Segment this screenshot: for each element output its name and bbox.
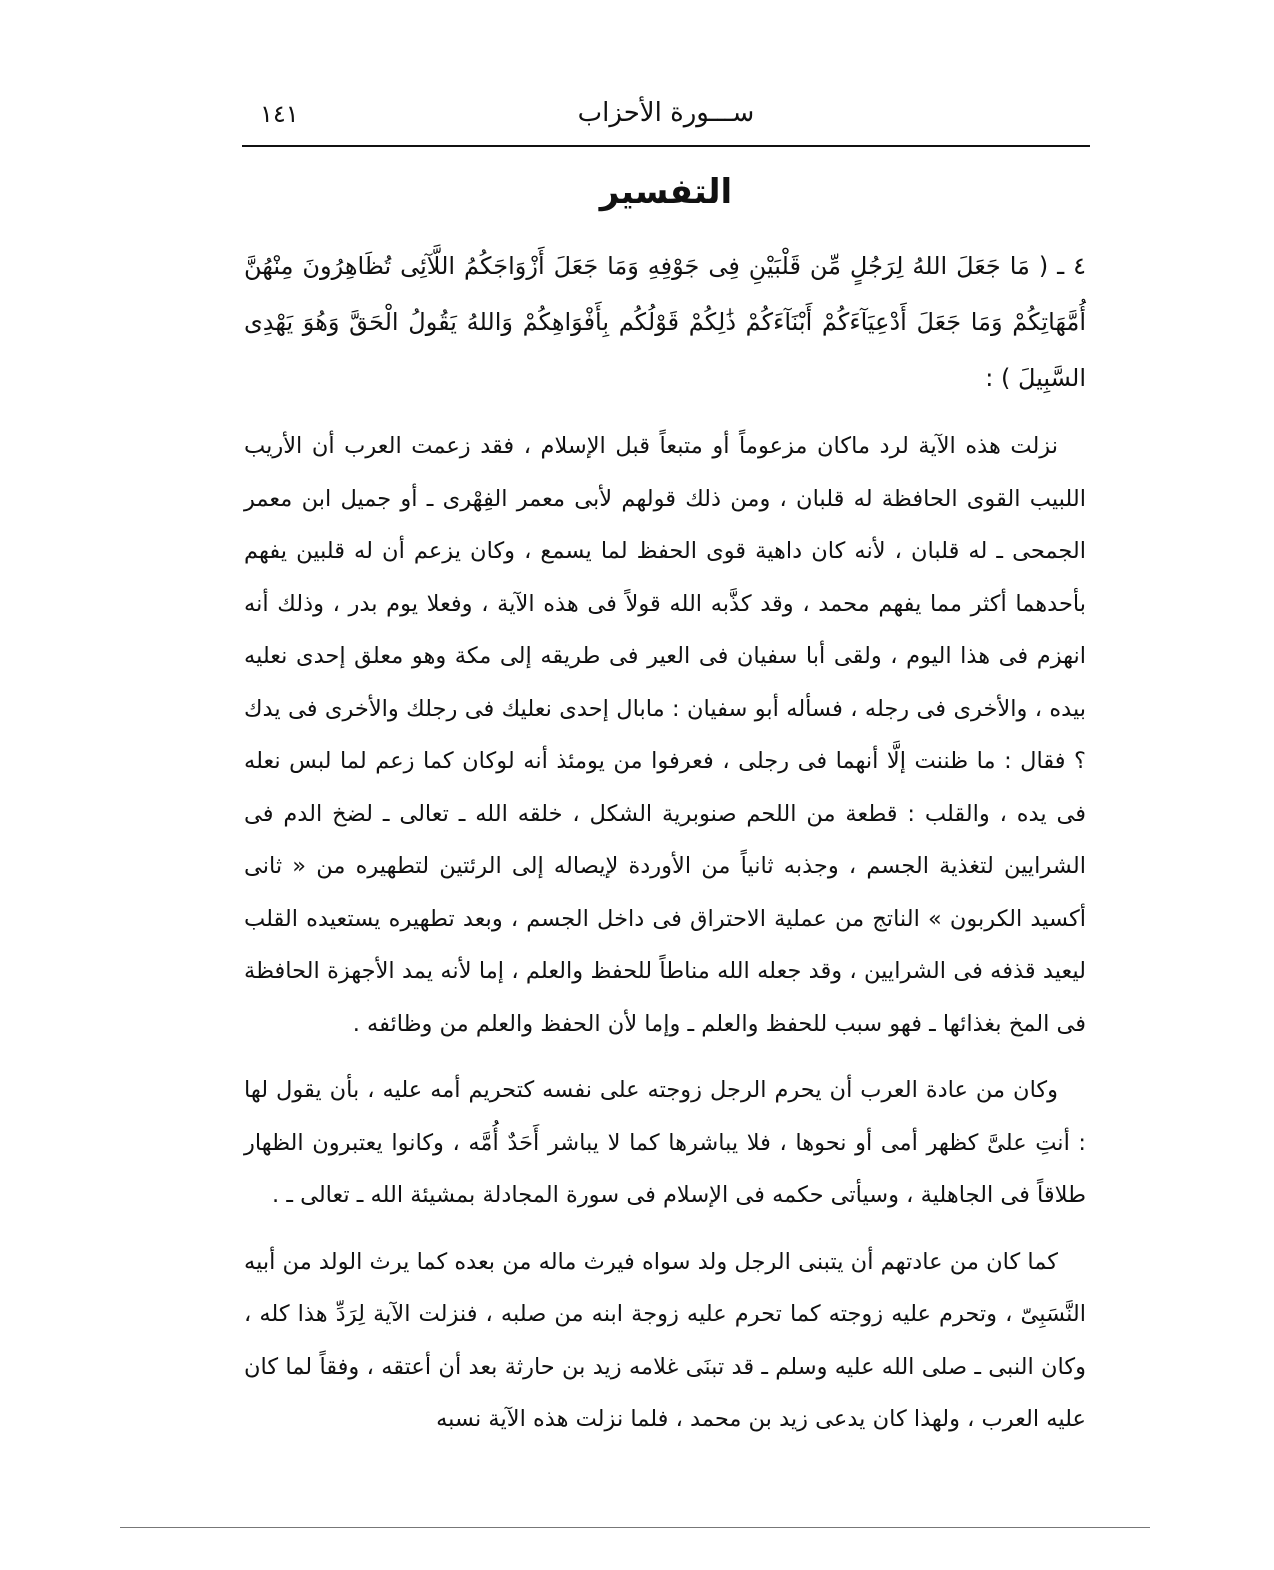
commentary-paragraph-1: نزلت هذه الآية لرد ماكان مزعوماً أو متبعاً قبل الإسلام ، فقد زعمت العرب أن الأريب اللبيب القوى الحافظة له قلبان ، ومن ذلك قولهم لأبى معمر الفِهْرى ـ أو جميل ابن معمر الجمحى ـ له قلبان ، لأنه كان داهية قوى الحفظ لما يسمع ، وكان يزعم أن له قلبين يفهم بأحدهما أكثر مما يفهم محمد ، وقد كذَّبه الله قولاً فى هذه الآية ، وفعلا يوم بدر ، وذلك أنه انهزم فى هذا اليوم ، ولقى أبا سفيان فى العير فى طريقه إلى مكة وهو معلق إحدى نعليه بيده ، والأخرى فى رجله ، فسأله أبو سفيان : مابال إحدى نعليك فى رجلك والأخرى فى يدك ؟ فقال : ما ظننت إلَّا أنهما فى رجلى ، فعرفوا من يومئذ أنه لوكان كما زعم لما لبس نعله فى يده ، والقلب : قطعة من اللحم صنوبرية الشكل ، خلقه الله ـ تعالى ـ لضخ الدم فى الشرايين لتغذية الجسم ، وجذبه ثانياً من الأوردة لإيصاله إلى الرئتين لتطهيره من « ثانى أكسيد الكربون » الناتج من عملية الاحتراق فى داخل الجسم ، وبعد تطهيره يستعيده القلب ليعيد قذفه فى الشرايين ، وقد جعله الله مناطاً للحفظ والعلم ، إما لأنه يمد الأجهزة الحافظة فى المخ بغذائها ـ فهو سبب للحفظ والعلم ـ وإما لأن الحفظ والعلم من وظائفه .	[244, 433, 1086, 1037]
quran-verse: ٤ ـ ( مَا جَعَلَ اللهُ لِرَجُلٍ مِّن قَلْبَيْنِ فِى جَوْفِهِ وَمَا جَعَلَ أَزْوَاجَكُمُ اللَّآئِى تُظَاهِرُونَ مِنْهُنَّ أُمَّهَاتِكُمْ وَمَا جَعَلَ أَدْعِيَآءَكُمْ أَبْنَآءَكُمْ ذَٰلِكُمْ قَوْلُكُم بِأَفْوَاهِكُمْ وَاللهُ يَقُولُ الْحَقَّ وَهُوَ يَهْدِى السَّبِيلَ ) :	[244, 252, 1086, 392]
footer-rule	[120, 1527, 1150, 1528]
section-title: التفسير	[599, 172, 733, 212]
running-title: ســـورة الأحزاب	[577, 98, 755, 128]
page-number: ١٤١	[260, 100, 299, 128]
page-body	[244, 238, 1086, 1460]
commentary-paragraph-3: كما كان من عادتهم أن يتبنى الرجل ولد سواه فيرث ماله من بعده كما يرث الولد من أبيه النَّسَبِىّ ، وتحرم عليه زوجته كما تحرم عليه زوجة ابنه من صلبه ، فنزلت الآية لِرَدِّ هذا كله ، وكان النبى ـ صلى الله عليه وسلم ـ قد تبنَى غلامه زيد بن حارثة بعد أن أعتقه ، وفقاً لما كان عليه العرب ، ولهذا كان يدعى زيد بن محمد ، فلما نزلت هذه الآية نسبه	[244, 1248, 1086, 1432]
page-header	[242, 92, 1090, 142]
header-rule	[242, 145, 1090, 147]
commentary-paragraph-2: وكان من عادة العرب أن يحرم الرجل زوجته على نفسه كتحريم أمه عليه ، بأن يقول لها : أنتِ علىَّ كظهر أمى أو نحوها ، فلا يباشرها كما لا يباشر أَحَدٌ أُمَّه ، وكانوا يعتبرون الظهار طلاقاً فى الجاهلية ، وسيأتى حكمه فى الإسلام فى سورة المجادلة بمشيئة الله ـ تعالى ـ .	[244, 1077, 1086, 1208]
